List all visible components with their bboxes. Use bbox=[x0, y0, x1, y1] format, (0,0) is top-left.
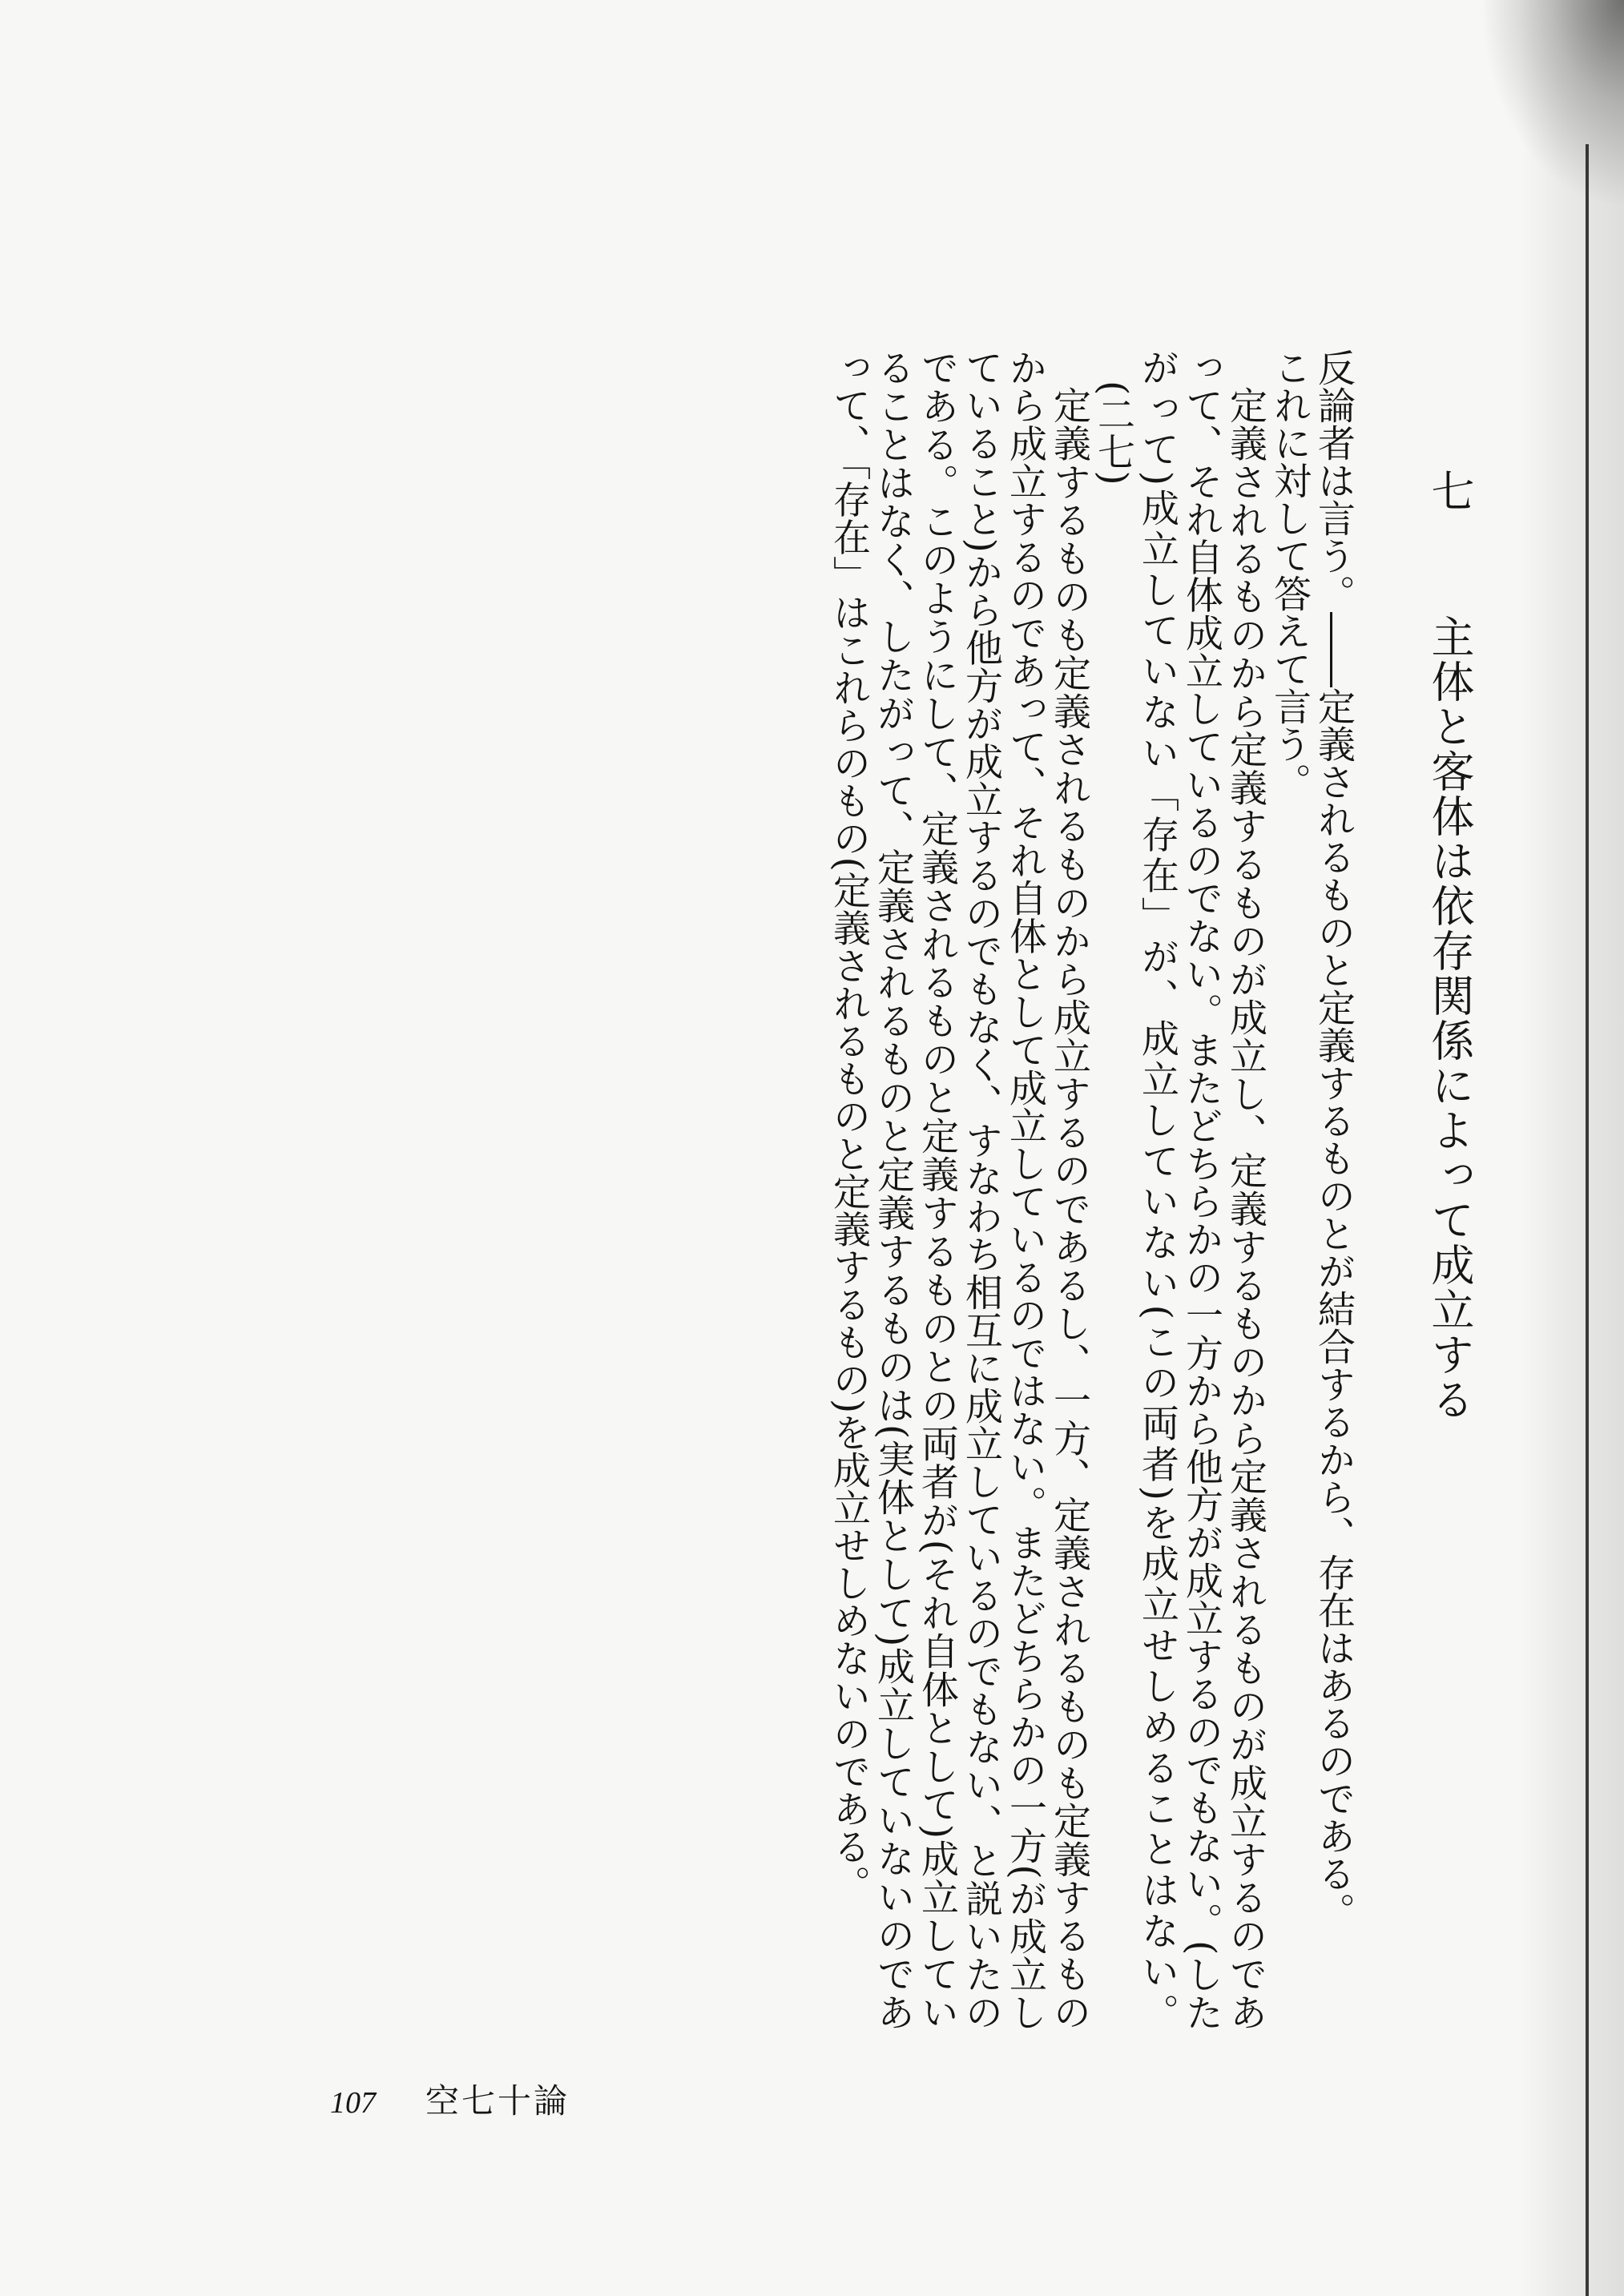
corner-shadow bbox=[1480, 0, 1624, 208]
paragraph-objection: 反論者は言う。――定義されるものと定義するものとが結合するから、存在はあるのである。 bbox=[1312, 348, 1356, 1930]
section-title: 主体と客体は依存関係によって成立する bbox=[1425, 614, 1475, 1422]
paragraph-reply-intro: これに対して答えて言う。 bbox=[1267, 348, 1312, 800]
paragraph-commentary: 定義するものも定義されるものから成立するのであるし、一方、定義されるものも定義するものから成立するのであって、それ自体として成立しているのではない。またどちらかの一方(が成立していること)から他方が成立するのでもなく、すなわち相互に成立しているのでもない、と説いたのである。このようにして、定義されるものと定義するものとの両者が(それ自体として)成立していることはなく、したがって、定義されるものと定義するものは(実体として)成立していないのであって、「存在」はこれらのもの(定義されるものと定義するもの)を成立せしめないのである。 bbox=[827, 348, 1091, 2031]
paragraph-verse-text: 定義されるものから定義するものが成立し、定義するものから定義されるものが成立するのであって、それ自体成立しているのでない。またどちらかの一方から他方が成立するのでもない。(したがって)成立していない「存在」が、成立していない(この両者)を成立せしめることはない。 bbox=[1135, 348, 1267, 2031]
body-text bbox=[827, 348, 1475, 2031]
section-heading bbox=[1425, 348, 1475, 2031]
page-number: 107 bbox=[330, 2086, 376, 2120]
verse-number: (二七) bbox=[1091, 381, 1135, 485]
page-footer bbox=[330, 2075, 570, 2123]
spine-shadow bbox=[1520, 0, 1624, 2296]
paragraph-verse bbox=[1091, 348, 1267, 2031]
spine-line bbox=[1586, 144, 1589, 2296]
section-number: 七 bbox=[1425, 469, 1475, 514]
running-title: 空七十論 bbox=[425, 2081, 570, 2121]
